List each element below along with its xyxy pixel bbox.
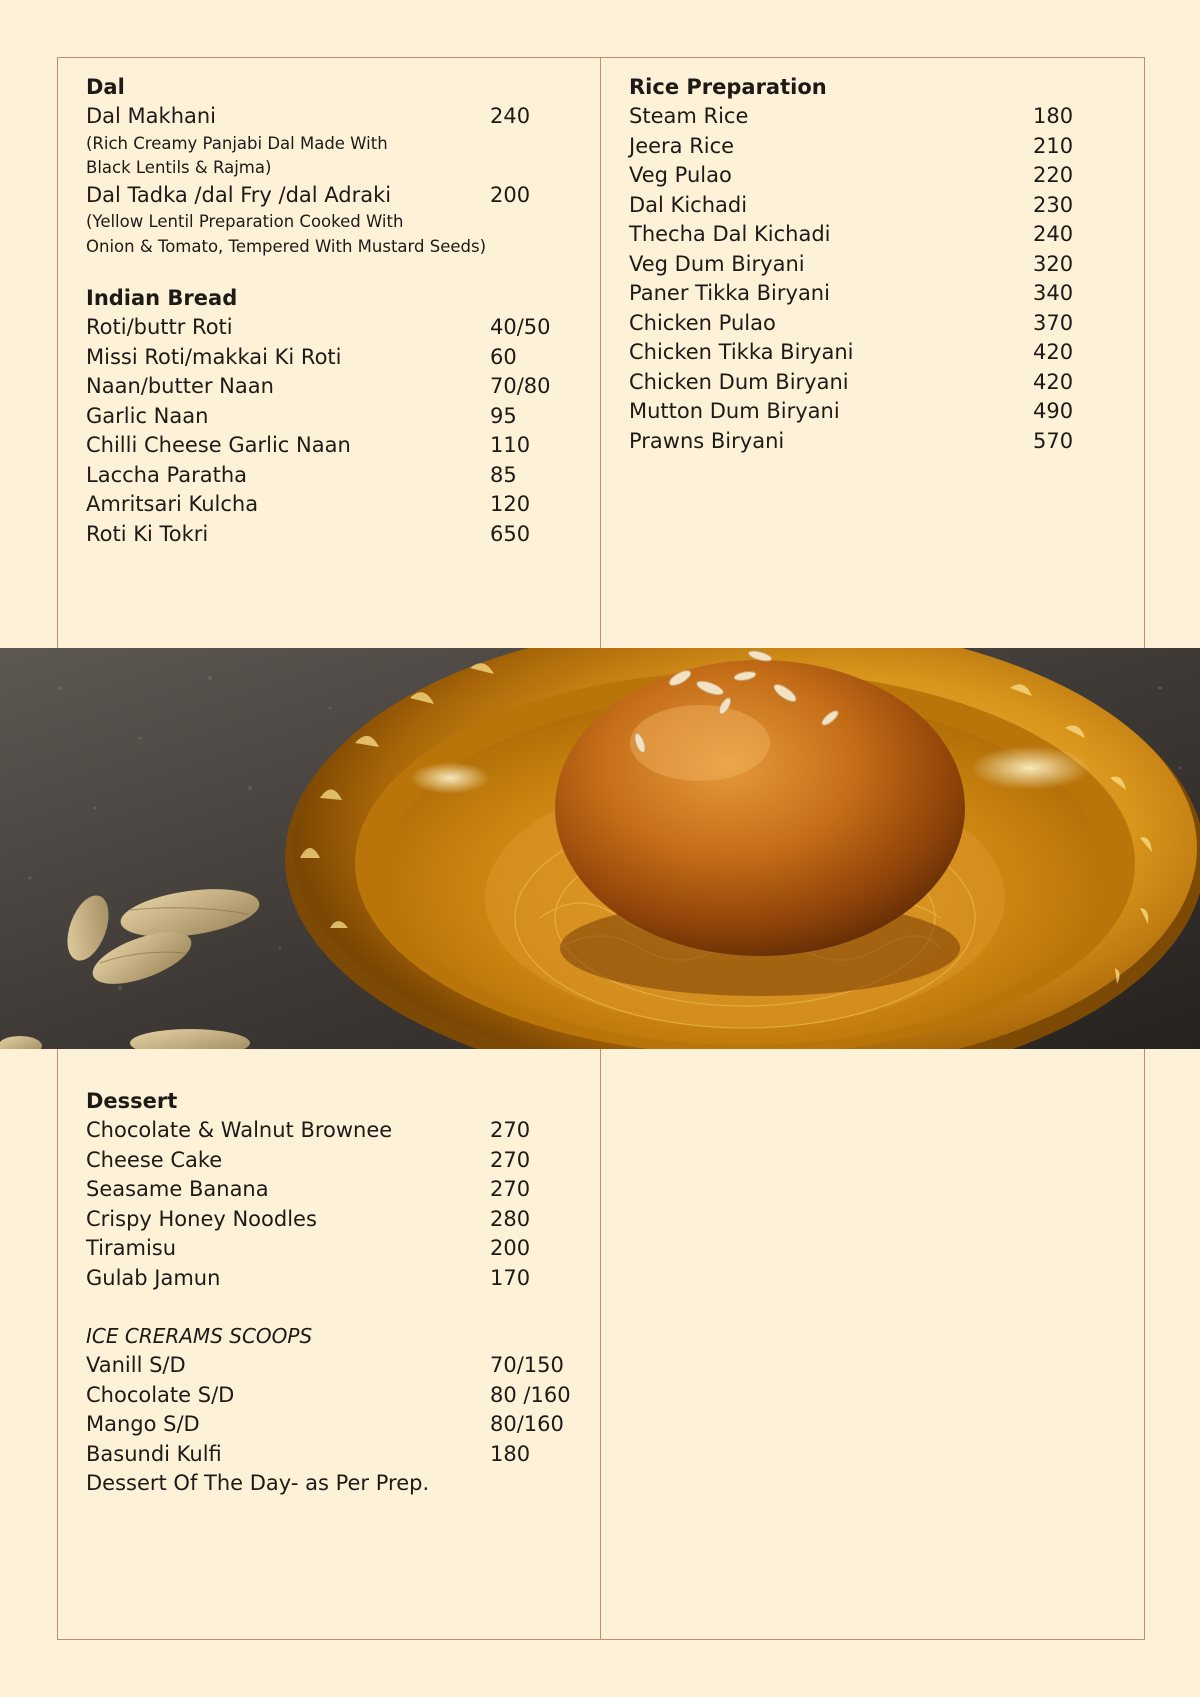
item-name: Cheese Cake (86, 1147, 223, 1172)
menu-item (86, 181, 586, 260)
menu-item (86, 520, 586, 550)
top-column-divider (600, 57, 601, 649)
menu-item (86, 1205, 586, 1235)
menu-item (86, 1264, 586, 1294)
menu-item (86, 1116, 586, 1146)
item-name: Mutton Dum Biryani (629, 399, 840, 423)
menu-item (86, 343, 586, 373)
section-title-rice: Rice Preparation (629, 75, 827, 99)
item-price: 210 (1033, 133, 1074, 158)
menu-item (86, 1440, 586, 1470)
item-price: 200 (490, 182, 531, 207)
item-name: Thecha Dal Kichadi (629, 222, 831, 246)
item-price: 60 (490, 344, 517, 369)
section-title-ice-creams: ICE CRERAMS SCOOPS (86, 1324, 313, 1348)
item-price: 95 (490, 403, 517, 428)
item-name: Chicken Tikka Biryani (629, 340, 854, 364)
ice-creams-section (86, 1321, 586, 1499)
gulab-jamun-photo (0, 648, 1200, 1049)
item-name: Chocolate S/D (86, 1382, 235, 1407)
item-name: Chilli Cheese Garlic Naan (86, 433, 351, 457)
menu-item (86, 1146, 586, 1176)
item-price: 180 (1033, 104, 1074, 128)
item-name: Dal Kichadi (629, 192, 748, 217)
item-name: Missi Roti/makkai Ki Roti (86, 344, 342, 369)
item-description: (Rich Creamy Panjabi Dal Made With (86, 133, 388, 153)
menu-item (629, 250, 1129, 280)
menu-item (629, 309, 1129, 339)
dessert-section (86, 1086, 586, 1293)
rice-section (629, 72, 1129, 456)
item-price: 650 (490, 521, 531, 546)
item-name: Roti Ki Tokri (86, 521, 209, 546)
section-title-dal: Dal (86, 75, 125, 99)
section-title-dessert: Dessert (86, 1089, 178, 1113)
section-title-indian-bread: Indian Bread (86, 286, 238, 310)
menu-item (86, 402, 586, 432)
item-price: 40/50 (490, 315, 551, 339)
item-price: 490 (1033, 399, 1074, 423)
item-price: 240 (1033, 222, 1074, 246)
item-price: 340 (1033, 281, 1074, 305)
item-name: Dal Tadka /dal Fry /dal Adraki (86, 182, 392, 207)
menu-item (629, 161, 1129, 191)
item-name: Laccha Paratha (86, 462, 248, 487)
menu-item (86, 1175, 586, 1205)
item-name: Naan/butter Naan (86, 374, 274, 398)
item-price: 220 (1033, 163, 1074, 187)
item-name: Chicken Pulao (629, 310, 776, 335)
right-top-column (629, 72, 1129, 456)
left-bottom-column (86, 1086, 586, 1499)
item-description: (Yellow Lentil Preparation Cooked With (86, 212, 404, 231)
item-price: 320 (1033, 251, 1074, 276)
menu-item (86, 431, 586, 461)
item-name: Vanill S/D (86, 1353, 186, 1377)
menu-item (629, 397, 1129, 427)
dal-section (86, 72, 586, 259)
menu-item (629, 279, 1129, 309)
item-price: 85 (490, 462, 517, 487)
item-description: Onion & Tomato, Tempered With Mustard Seeds) (86, 236, 487, 256)
item-name: Chocolate & Walnut Brownee (86, 1118, 393, 1142)
item-price: 80/160 (490, 1412, 564, 1436)
menu-item (629, 102, 1129, 132)
item-name: Veg Pulao (629, 163, 732, 187)
left-top-column (86, 72, 586, 549)
item-name: Jeera Rice (629, 133, 735, 158)
item-price: 570 (1033, 428, 1074, 453)
item-price: 180 (490, 1441, 531, 1466)
bottom-column-divider (600, 1048, 601, 1640)
item-price: 420 (1033, 369, 1074, 394)
menu-item (86, 490, 586, 520)
item-name: Garlic Naan (86, 403, 209, 428)
item-price: 270 (490, 1118, 531, 1142)
item-name: Prawns Biryani (629, 428, 785, 453)
item-name: Crispy Honey Noodles (86, 1206, 317, 1231)
item-price: 280 (490, 1206, 531, 1231)
item-price: 420 (1033, 340, 1074, 364)
menu-item (86, 1469, 586, 1499)
item-price: 120 (490, 492, 531, 516)
item-price: 110 (490, 433, 531, 457)
menu-item (629, 220, 1129, 250)
menu-item (86, 1351, 586, 1381)
item-name: Dal Makhani (86, 104, 217, 128)
indian-bread-section (86, 283, 586, 549)
item-name: Seasame Banana (86, 1177, 269, 1201)
item-name: Basundi Kulfi (86, 1441, 222, 1466)
menu-item (629, 338, 1129, 368)
item-price: 170 (490, 1265, 531, 1290)
item-price: 80 /160 (490, 1382, 571, 1407)
item-name: Dessert Of The Day- as Per Prep. (86, 1471, 430, 1495)
menu-item (86, 461, 586, 491)
menu-item (86, 313, 586, 343)
item-price: 240 (490, 104, 531, 128)
item-price: 70/150 (490, 1353, 564, 1377)
menu-item (629, 191, 1129, 221)
item-name: Mango S/D (86, 1412, 200, 1436)
item-name: Roti/buttr Roti (86, 315, 233, 339)
item-price: 70/80 (490, 374, 551, 398)
menu-item (86, 372, 586, 402)
item-price: 230 (1033, 192, 1074, 217)
item-price: 270 (490, 1147, 531, 1172)
item-name: Chicken Dum Biryani (629, 369, 849, 394)
menu-item (629, 368, 1129, 398)
item-name: Steam Rice (629, 104, 749, 128)
item-price: 270 (490, 1177, 531, 1201)
menu-item (86, 1410, 586, 1440)
item-name: Gulab Jamun (86, 1265, 221, 1290)
item-description: Black Lentils & Rajma) (86, 158, 272, 177)
item-name: Paner Tikka Biryani (629, 281, 830, 305)
item-price: 200 (490, 1236, 531, 1260)
item-name: Veg Dum Biryani (629, 251, 805, 276)
menu-item (629, 427, 1129, 457)
item-name: Tiramisu (86, 1236, 177, 1260)
menu-item (86, 1234, 586, 1264)
menu-item (86, 1381, 586, 1411)
menu-item (86, 102, 586, 181)
menu-item (629, 132, 1129, 162)
item-price: 370 (1033, 310, 1074, 335)
item-name: Amritsari Kulcha (86, 492, 259, 516)
